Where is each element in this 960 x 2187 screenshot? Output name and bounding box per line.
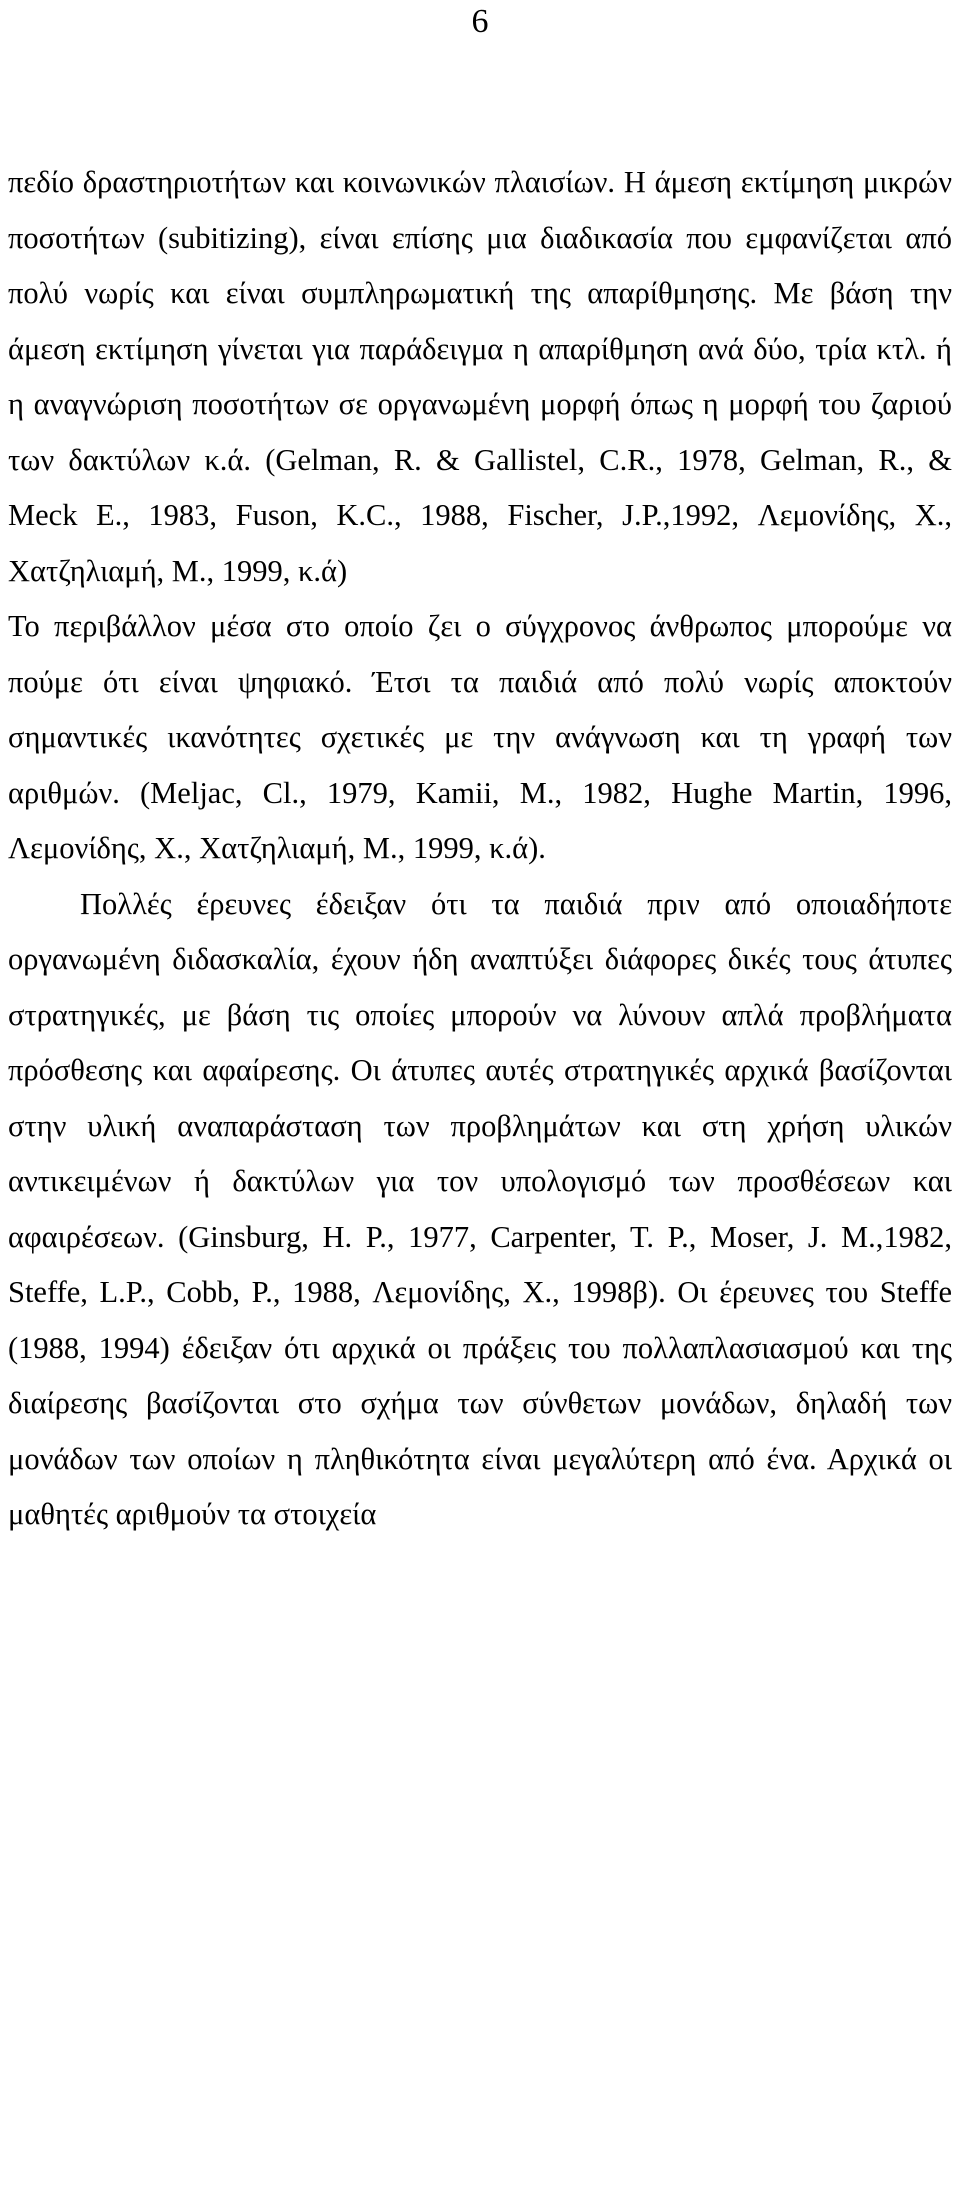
paragraph-1: πεδίο δραστηριοτήτων και κοινωνικών πλαισίων. Η άμεση εκτίμηση μικρών ποσοτήτων (subitizing), είναι επίσης μια διαδικασία που εμφανίζεται από πολύ νωρίς και είναι συμπληρωματική της απαρίθμησης. Με βάση την άμεση εκτίμηση γίνεται για παράδειγμα η απαρίθμηση ανά δύο, τρία κτλ. ή η αναγνώριση ποσοτήτων σε οργανωμένη μορφή όπως η μορφή του ζαριού των δακτύλων κ.ά. (Gelman, R. & Gallistel, C.R., 1978, Gelman, R., & Meck E., 1983, Fuson, K.C., 1988, Fischer, J.P.,1992, Λεμονίδης, Χ., Χατζηλιαμή, Μ., 1999, κ.ά): [8, 165, 952, 588]
paragraph-2: Το περιβάλλον μέσα στο οποίο ζει ο σύγχρονος άνθρωπος μπορούμε να πούμε ότι είναι ψηφιακό. Έτσι τα παιδιά από πολύ νωρίς αποκτούν σημαντικές ικανότητες σχετικές με την ανάγνωση και τη γραφή των αριθμών. (Meljac, Cl., 1979, Kamii, M., 1982, Hughe Martin, 1996, Λεμονίδης, Χ., Χατζηλιαμή, Μ., 1999, κ.ά).: [8, 609, 952, 865]
body-text: [8, 155, 952, 1543]
paragraph-3: Πολλές έρευνες έδειξαν ότι τα παιδιά πριν από οποιαδήποτε οργανωμένη διδασκαλία, έχουν ήδη αναπτύξει διάφορες δικές τους άτυπες στρατηγικές, με βάση τις οποίες μπορούν να λύνουν απλά προβλήματα πρόσθεσης και αφαίρεσης. Οι άτυπες αυτές στρατηγικές αρχικά βασίζονται στην υλική αναπαράσταση των προβλημάτων και στη χρήση υλικών αντικειμένων ή δακτύλων για τον υπολογισμό των προσθέσεων και αφαιρέσεων. (Ginsburg, H. P., 1977, Carpenter, T. P., Moser, J. M.,1982, Steffe, L.P., Cobb, P., 1988, Λεμονίδης, Χ., 1998β). Οι έρευνες του Steffe (1988, 1994) έδειξαν ότι αρχικά οι πράξεις του πολλαπλασιασμού και της διαίρεσης βασίζονται στο σχήμα των σύνθετων μονάδων, δηλαδή των μονάδων των οποίων η πληθικότητα είναι μεγαλύτερη από ένα. Αρχικά οι μαθητές αριθμούν τα στοιχεία: [8, 886, 952, 1531]
page-number: 6: [471, 3, 489, 40]
